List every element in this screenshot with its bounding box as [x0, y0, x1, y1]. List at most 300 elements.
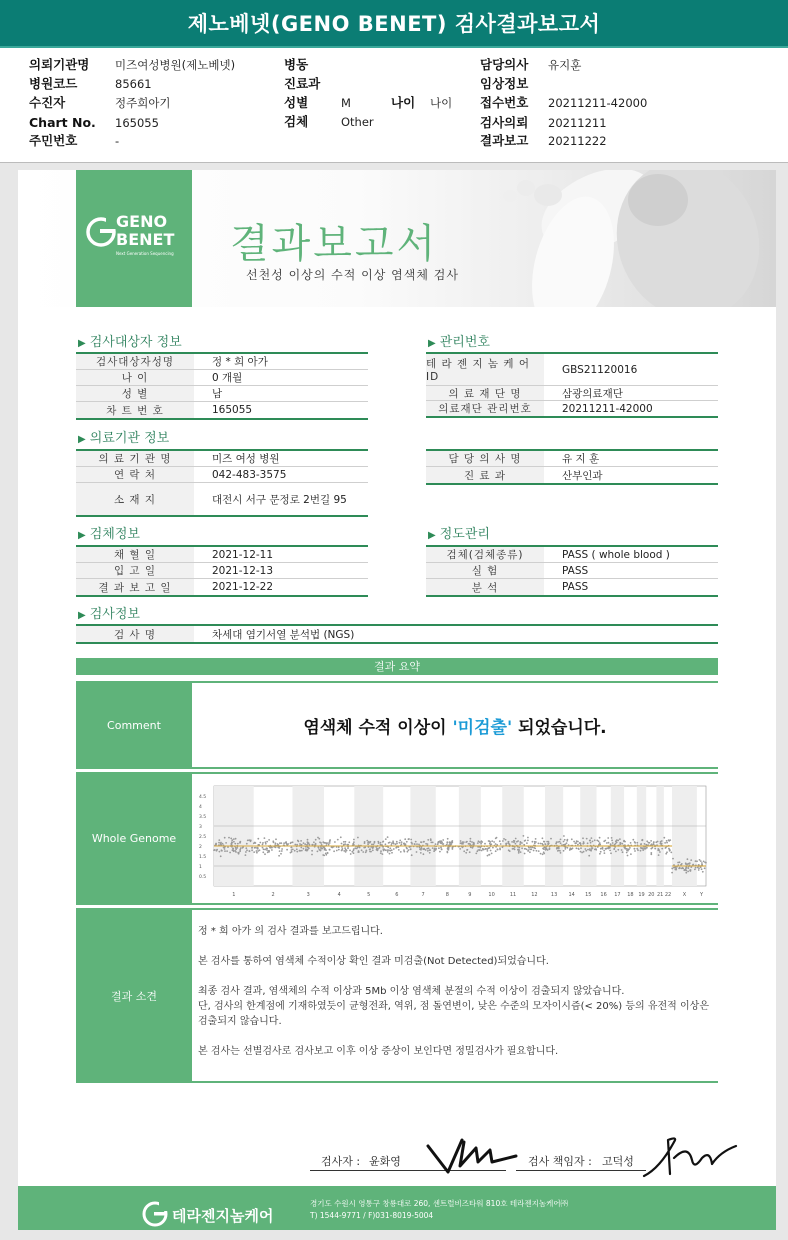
data-point: [524, 840, 526, 842]
data-point: [687, 871, 689, 873]
data-point: [367, 843, 369, 845]
data-point: [300, 847, 302, 849]
data-point: [704, 867, 706, 869]
chromosome-band: [292, 786, 324, 886]
data-point: [245, 854, 247, 856]
data-point: [696, 860, 698, 862]
data-point: [308, 842, 310, 844]
data-point: [222, 843, 224, 845]
data-point: [543, 848, 545, 850]
table-row: [426, 467, 718, 483]
institution-table: [76, 449, 368, 517]
data-point: [610, 852, 612, 854]
data-point: [281, 850, 283, 852]
data-point: [622, 851, 624, 853]
data-point: [367, 842, 369, 844]
data-point: [447, 838, 449, 840]
data-point: [429, 849, 431, 851]
data-point: [247, 840, 249, 842]
data-point: [423, 848, 425, 850]
row-value: 2021-12-13: [212, 564, 274, 577]
data-point: [663, 837, 665, 839]
x-tick-label: 22: [664, 892, 672, 898]
data-point: [566, 840, 568, 842]
x-tick-label: 3: [306, 892, 310, 898]
data-point: [340, 836, 342, 838]
data-point: [665, 853, 667, 855]
section-title-test: [78, 603, 140, 622]
data-point: [362, 851, 364, 853]
data-point: [398, 849, 400, 851]
data-point: [307, 847, 309, 849]
logo-line2: BENET: [116, 230, 175, 249]
row-label: 채 혈 일: [76, 547, 194, 562]
data-point: [495, 843, 497, 845]
data-point: [480, 841, 482, 843]
hdr-label: 병동: [284, 57, 309, 72]
data-point: [616, 841, 618, 843]
data-point: [532, 847, 534, 849]
data-point: [266, 849, 268, 851]
data-point: [471, 841, 473, 843]
data-point: [470, 846, 472, 848]
data-point: [343, 841, 345, 843]
hdr-value: 165055: [115, 116, 159, 130]
data-point: [653, 841, 655, 843]
data-point: [224, 848, 226, 850]
data-point: [658, 854, 660, 856]
row-value: 차세대 염기서열 분석법 (NGS): [212, 628, 355, 641]
data-point: [650, 853, 652, 855]
data-point: [523, 835, 525, 837]
data-point: [229, 852, 231, 854]
data-point: [337, 839, 339, 841]
data-point: [389, 853, 391, 855]
data-point: [408, 849, 410, 851]
y-tick-label: 4.5: [199, 795, 207, 800]
whole-genome-plot: [196, 778, 716, 900]
data-point: [523, 844, 525, 846]
data-point: [224, 837, 226, 839]
data-point: [505, 839, 507, 841]
data-point: [538, 850, 540, 852]
data-point: [585, 850, 587, 852]
data-point: [560, 839, 562, 841]
data-point: [372, 849, 374, 851]
data-point: [216, 849, 218, 851]
data-point: [644, 843, 646, 845]
data-point: [469, 851, 471, 853]
data-point: [442, 839, 444, 841]
data-point: [275, 842, 277, 844]
table-row: [76, 579, 368, 595]
data-point: [432, 847, 434, 849]
data-point: [303, 842, 305, 844]
finding-paragraph: 본 검사를 통하여 염색체 수적이상 확인 결과 미검출(Not Detected)되었습니다.: [198, 956, 549, 967]
data-point: [369, 848, 371, 850]
data-point: [617, 849, 619, 851]
data-point: [479, 849, 481, 851]
data-point: [438, 847, 440, 849]
data-point: [666, 842, 668, 844]
responsible-signature-line: [516, 1170, 646, 1171]
table-row: [76, 547, 368, 563]
data-point: [589, 848, 591, 850]
data-point: [543, 853, 545, 855]
data-point: [399, 842, 401, 844]
data-point: [323, 855, 325, 857]
data-point: [439, 851, 441, 853]
data-point: [665, 847, 667, 849]
hdr-label: 접수번호: [480, 95, 529, 110]
data-point: [286, 843, 288, 845]
data-point: [680, 864, 682, 866]
chromosome-band: [459, 786, 481, 886]
data-point: [379, 847, 381, 849]
qc-table: [426, 545, 718, 597]
data-point: [480, 843, 482, 845]
data-point: [214, 849, 216, 851]
data-point: [686, 867, 688, 869]
data-point: [262, 844, 264, 846]
row-label: 소 재 지: [76, 483, 194, 515]
data-point: [427, 839, 429, 841]
data-point: [406, 847, 408, 849]
data-point: [612, 842, 614, 844]
data-point: [437, 843, 439, 845]
responsible-signature: [640, 1130, 740, 1180]
x-tick-label: 17: [614, 892, 621, 898]
data-point: [296, 844, 298, 846]
data-point: [256, 850, 258, 852]
data-point: [324, 842, 326, 844]
data-point: [291, 851, 293, 853]
data-point: [611, 837, 613, 839]
footer-address: [310, 1198, 568, 1222]
x-tick-label: 13: [550, 892, 558, 898]
data-point: [459, 848, 461, 850]
data-point: [408, 838, 410, 840]
data-point: [218, 842, 220, 844]
data-point: [231, 843, 233, 845]
hdr-label: 검사의뢰: [480, 115, 529, 130]
data-point: [581, 852, 583, 854]
data-point: [599, 842, 601, 844]
footer-address-line: 경기도 수원시 영통구 창룡대로 260, 센트럴비즈타워 810호 테라젠지놈케어㈜: [310, 1199, 569, 1208]
row-label: 분 석: [426, 579, 544, 595]
data-point: [399, 840, 401, 842]
row-label: 차 트 번 호: [76, 402, 194, 418]
data-point: [380, 842, 382, 844]
data-point: [267, 852, 269, 854]
data-point: [364, 841, 366, 843]
data-point: [420, 849, 422, 851]
data-point: [358, 850, 360, 852]
data-point: [313, 841, 315, 843]
data-point: [484, 843, 486, 845]
x-tick-label: X: [682, 892, 687, 898]
data-point: [236, 847, 238, 849]
data-point: [345, 841, 347, 843]
data-point: [366, 840, 368, 842]
data-point: [237, 843, 239, 845]
data-point: [515, 838, 517, 840]
data-point: [361, 849, 363, 851]
data-point: [254, 847, 256, 849]
data-point: [341, 843, 343, 845]
section-arrow-icon: ▶: [78, 338, 86, 349]
data-point: [299, 850, 301, 852]
table-row: [76, 386, 368, 402]
data-point: [465, 841, 467, 843]
data-point: [420, 852, 422, 854]
data-point: [603, 840, 605, 842]
data-point: [324, 847, 326, 849]
data-point: [604, 852, 606, 854]
section-title-text: 관리번호: [439, 335, 490, 350]
x-tick-label: 18: [627, 892, 634, 898]
data-point: [481, 850, 483, 852]
row-value: PASS ( whole blood ): [562, 548, 670, 561]
data-point: [599, 853, 601, 855]
data-point: [273, 842, 275, 844]
management-table: [426, 352, 718, 418]
row-label: 검체(검체종류): [426, 547, 544, 562]
y-tick-label: 3: [199, 825, 202, 830]
data-point: [560, 842, 562, 844]
data-point: [560, 852, 562, 854]
row-label: 검 사 명: [76, 626, 194, 642]
data-point: [573, 841, 575, 843]
data-point: [218, 839, 220, 841]
data-point: [341, 850, 343, 852]
data-point: [475, 853, 477, 855]
chromosome-band: [354, 786, 383, 886]
data-point: [621, 843, 623, 845]
data-point: [690, 869, 692, 871]
banner-title: 결과보고서: [230, 221, 439, 267]
data-point: [637, 849, 639, 851]
x-tick-label: 12: [531, 892, 538, 898]
data-point: [251, 849, 253, 851]
data-point: [301, 850, 303, 852]
data-point: [499, 849, 501, 851]
x-tick-label: 15: [585, 892, 592, 898]
data-point: [538, 843, 540, 845]
data-point: [683, 869, 685, 871]
data-point: [616, 839, 618, 841]
data-point: [446, 844, 448, 846]
data-point: [262, 851, 264, 853]
row-value: 2021-12-22: [212, 581, 274, 593]
data-point: [389, 850, 391, 852]
table-row: [426, 563, 718, 579]
data-point: [253, 851, 255, 853]
data-point: [357, 837, 359, 839]
data-point: [640, 843, 642, 845]
row-value: 대전시 서구 문정로 2번길 95: [212, 493, 347, 506]
data-point: [698, 869, 700, 871]
report-banner: [18, 170, 776, 307]
data-point: [449, 841, 451, 843]
data-point: [681, 868, 683, 870]
data-point: [396, 841, 398, 843]
data-point: [448, 847, 450, 849]
data-point: [251, 847, 253, 849]
data-point: [250, 840, 252, 842]
hdr-value: 20211211-42000: [548, 96, 648, 110]
section-title-text: 정도관리: [439, 527, 490, 542]
data-point: [672, 858, 674, 860]
data-point: [317, 837, 319, 839]
data-point: [415, 841, 417, 843]
data-point: [697, 867, 699, 869]
y-tick-label: 4: [199, 805, 202, 810]
comment-block: [76, 681, 718, 769]
data-point: [238, 853, 240, 855]
data-point: [469, 840, 471, 842]
data-point: [515, 843, 517, 845]
data-point: [556, 847, 558, 849]
data-point: [506, 843, 508, 845]
data-point: [280, 853, 282, 855]
data-point: [292, 841, 294, 843]
x-tick-label: Y: [699, 892, 704, 898]
table-row: [76, 483, 368, 515]
data-point: [634, 850, 636, 852]
data-point: [649, 842, 651, 844]
data-point: [542, 837, 544, 839]
data-point: [345, 851, 347, 853]
data-point: [385, 838, 387, 840]
baby-feet-illustration: [488, 170, 776, 307]
data-point: [320, 848, 322, 850]
data-point: [279, 842, 281, 844]
row-value: 남: [212, 388, 223, 400]
data-point: [265, 841, 267, 843]
data-point: [463, 850, 465, 852]
data-point: [393, 843, 395, 845]
data-point: [632, 839, 634, 841]
data-point: [451, 843, 453, 845]
data-point: [703, 861, 705, 863]
data-point: [480, 847, 482, 849]
data-point: [592, 847, 594, 849]
data-point: [290, 842, 292, 844]
data-point: [430, 838, 432, 840]
data-point: [235, 838, 237, 840]
data-point: [587, 842, 589, 844]
data-point: [264, 853, 266, 855]
data-point: [304, 843, 306, 845]
data-point: [534, 848, 536, 850]
row-value: 2021-12-11: [212, 548, 274, 561]
row-label: 담 당 의 사 명: [426, 451, 544, 466]
row-value: 042-483-3575: [212, 468, 287, 481]
data-point: [407, 851, 409, 853]
data-point: [695, 867, 697, 869]
data-point: [671, 872, 673, 874]
data-point: [224, 850, 226, 852]
data-point: [462, 841, 464, 843]
data-point: [239, 849, 241, 851]
data-point: [268, 850, 270, 852]
data-point: [377, 841, 379, 843]
data-point: [702, 871, 704, 873]
logo-mark-icon: [84, 214, 118, 250]
data-point: [286, 849, 288, 851]
data-point: [400, 851, 402, 853]
data-point: [297, 840, 299, 842]
data-point: [387, 836, 389, 838]
data-point: [705, 862, 707, 864]
footer-phone-line: T) 1544-9771 / F)031-8019-5004: [310, 1211, 434, 1220]
logo-line1: GENO: [116, 212, 168, 231]
data-point: [527, 849, 529, 851]
data-point: [499, 840, 501, 842]
data-point: [660, 841, 662, 843]
x-tick-label: 9: [468, 892, 472, 898]
data-point: [692, 864, 694, 866]
whole-genome-label: Whole Genome: [76, 774, 192, 903]
data-point: [584, 848, 586, 850]
data-point: [542, 853, 544, 855]
data-point: [634, 848, 636, 850]
data-point: [563, 835, 565, 837]
data-point: [271, 849, 273, 851]
data-point: [564, 839, 566, 841]
data-point: [701, 868, 703, 870]
data-point: [536, 850, 538, 852]
data-point: [468, 843, 470, 845]
x-tick-label: 1: [232, 892, 236, 898]
row-value: PASS: [562, 564, 589, 577]
data-point: [526, 842, 528, 844]
section-arrow-icon: ▶: [428, 530, 436, 541]
data-point: [230, 838, 232, 840]
data-point: [652, 847, 654, 849]
hdr-label: 병원코드: [29, 76, 78, 91]
data-point: [609, 850, 611, 852]
data-point: [614, 844, 616, 846]
hdr-value: Other: [341, 115, 374, 129]
data-point: [488, 854, 490, 856]
data-point: [566, 842, 568, 844]
data-point: [382, 853, 384, 855]
hdr-value: 유지훈: [548, 58, 582, 72]
data-point: [502, 846, 504, 848]
data-point: [353, 852, 355, 854]
data-point: [530, 848, 532, 850]
chromosome-band: [637, 786, 646, 886]
data-point: [233, 838, 235, 840]
comment-pre: 염색체 수적 이상이: [303, 717, 453, 738]
hdr-value: 20211222: [548, 134, 607, 148]
hdr-label: 수진자: [29, 95, 66, 110]
data-point: [411, 854, 413, 856]
data-point: [653, 844, 655, 846]
data-point: [650, 840, 652, 842]
table-row: [76, 451, 368, 467]
data-point: [305, 848, 307, 850]
row-label: 검사대상자성명: [76, 354, 194, 369]
data-point: [470, 838, 472, 840]
comment-highlight: '미검출': [452, 717, 513, 738]
data-point: [570, 848, 572, 850]
row-value: 정 * 희 아가: [212, 356, 268, 368]
data-point: [451, 840, 453, 842]
data-point: [534, 843, 536, 845]
